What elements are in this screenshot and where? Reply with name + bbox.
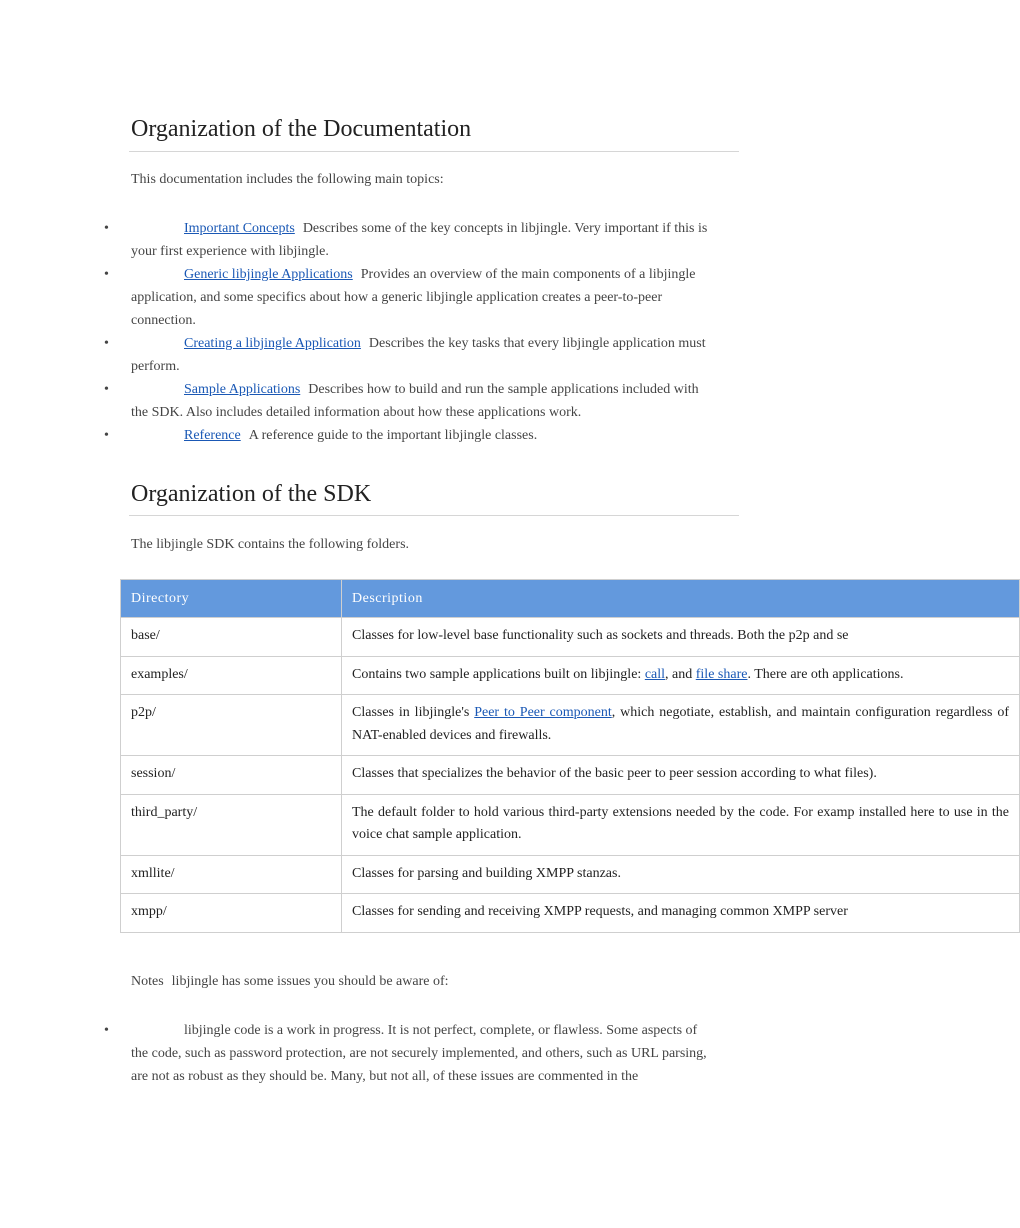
list-item — [0, 217, 711, 263]
directory-cell: p2p/ — [121, 695, 342, 756]
link-peer-to-peer-component[interactable]: Peer to Peer component — [474, 705, 612, 720]
description-cell — [342, 656, 1020, 695]
directory-cell: session/ — [121, 756, 342, 795]
description-cell: Classes that specializes the behavior of the basic peer to peer session according to what files). — [342, 756, 1020, 795]
table-header-row — [121, 580, 1020, 618]
directory-cell: examples/ — [121, 656, 342, 695]
link-file-share[interactable]: file share — [695, 666, 748, 682]
description-cell: Classes for sending and receiving XMPP requests, and managing common XMPP server — [342, 894, 1020, 933]
notes-paragraph — [131, 972, 449, 992]
notes-list — [0, 1019, 869, 1088]
link-creating-application[interactable]: Creating a libjingle Application — [184, 336, 361, 351]
description-cell: Classes for low-level base functionality such as sockets and threads. Both the p2p and se — [342, 618, 1020, 657]
list-item — [0, 1019, 711, 1088]
column-header-description: Description — [342, 580, 1020, 618]
link-reference[interactable]: Reference — [184, 428, 241, 443]
directory-table — [120, 579, 1020, 933]
section-divider — [129, 151, 739, 152]
description-text: Contains two sample applications built on libjingle: — [352, 666, 645, 682]
bullet-icon: • — [104, 1023, 109, 1038]
link-sample-applications[interactable]: Sample Applications — [184, 382, 301, 397]
bullet-icon: • — [104, 221, 109, 236]
bullet-icon: • — [104, 382, 109, 397]
topic-description: A reference guide to the important libjingle classes. — [248, 428, 538, 443]
description-text: , and — [665, 666, 696, 682]
list-item — [0, 263, 711, 332]
directory-cell: third_party/ — [121, 794, 342, 855]
table-row — [121, 855, 1020, 894]
description-text: Classes in libjingle's — [352, 705, 475, 720]
topics-list — [0, 217, 869, 447]
section-title-documentation: Organization of the Documentation — [131, 116, 472, 142]
topic-description: Describes some of the key concepts in libjingle. Very important if this is your first experience with libjingle. — [131, 221, 708, 259]
table-row — [121, 794, 1020, 855]
directory-cell: base/ — [121, 618, 342, 657]
bullet-icon: • — [104, 428, 109, 443]
description-text: . There are oth applications. — [747, 666, 904, 682]
directory-cell: xmllite/ — [121, 855, 342, 894]
note-text: libjingle code is a work in progress. It is not perfect, complete, or flawless. Some aspects of the code, such as password protection, are not securely implemented, and others, such as URL parsing, are not as robust as they should be. Many, but not all, of these issues are commented in the — [131, 1023, 707, 1084]
description-cell — [342, 695, 1020, 756]
list-item — [0, 332, 711, 378]
directory-cell: xmpp/ — [121, 894, 342, 933]
bullet-icon: • — [104, 336, 109, 351]
table-row — [121, 756, 1020, 795]
list-item — [0, 378, 711, 424]
section-divider — [129, 515, 739, 516]
description-cell: The default folder to hold various third-party extensions needed by the code. For examp installed here to use in the voice chat sample application. — [342, 794, 1020, 855]
description-cell: Classes for parsing and building XMPP stanzas. — [342, 855, 1020, 894]
table-row — [121, 618, 1020, 657]
table-row — [121, 894, 1020, 933]
link-generic-applications[interactable]: Generic libjingle Applications — [184, 267, 353, 282]
column-header-directory: Directory — [121, 580, 342, 618]
topic-description: Provides an overview of the main components of a libjingle application, and some specifics about how a generic libjingle application creates a peer-to-peer connection. — [131, 267, 696, 328]
list-item — [0, 424, 711, 447]
documentation-intro: This documentation includes the following main topics: — [131, 172, 444, 187]
section-title-sdk: Organization of the SDK — [131, 481, 372, 507]
table-row — [121, 656, 1020, 695]
notes-label: Notes — [131, 974, 164, 989]
description-text: , which negotiate, establish, and maintain configuration regardless of NAT-enabled devices and firewalls. — [352, 705, 1009, 743]
sdk-intro: The libjingle SDK contains the following folders. — [131, 537, 410, 552]
notes-text: libjingle has some issues you should be aware of: — [171, 974, 449, 989]
topic-description: Describes how to build and run the sample applications included with the SDK. Also includes detailed information about how these applications work. — [131, 382, 699, 420]
topic-description: Describes the key tasks that every libjingle application must perform. — [131, 336, 706, 374]
link-important-concepts[interactable]: Important Concepts — [184, 221, 295, 236]
link-call[interactable]: call — [644, 666, 666, 682]
bullet-icon: • — [104, 267, 109, 282]
table-row — [121, 695, 1020, 756]
